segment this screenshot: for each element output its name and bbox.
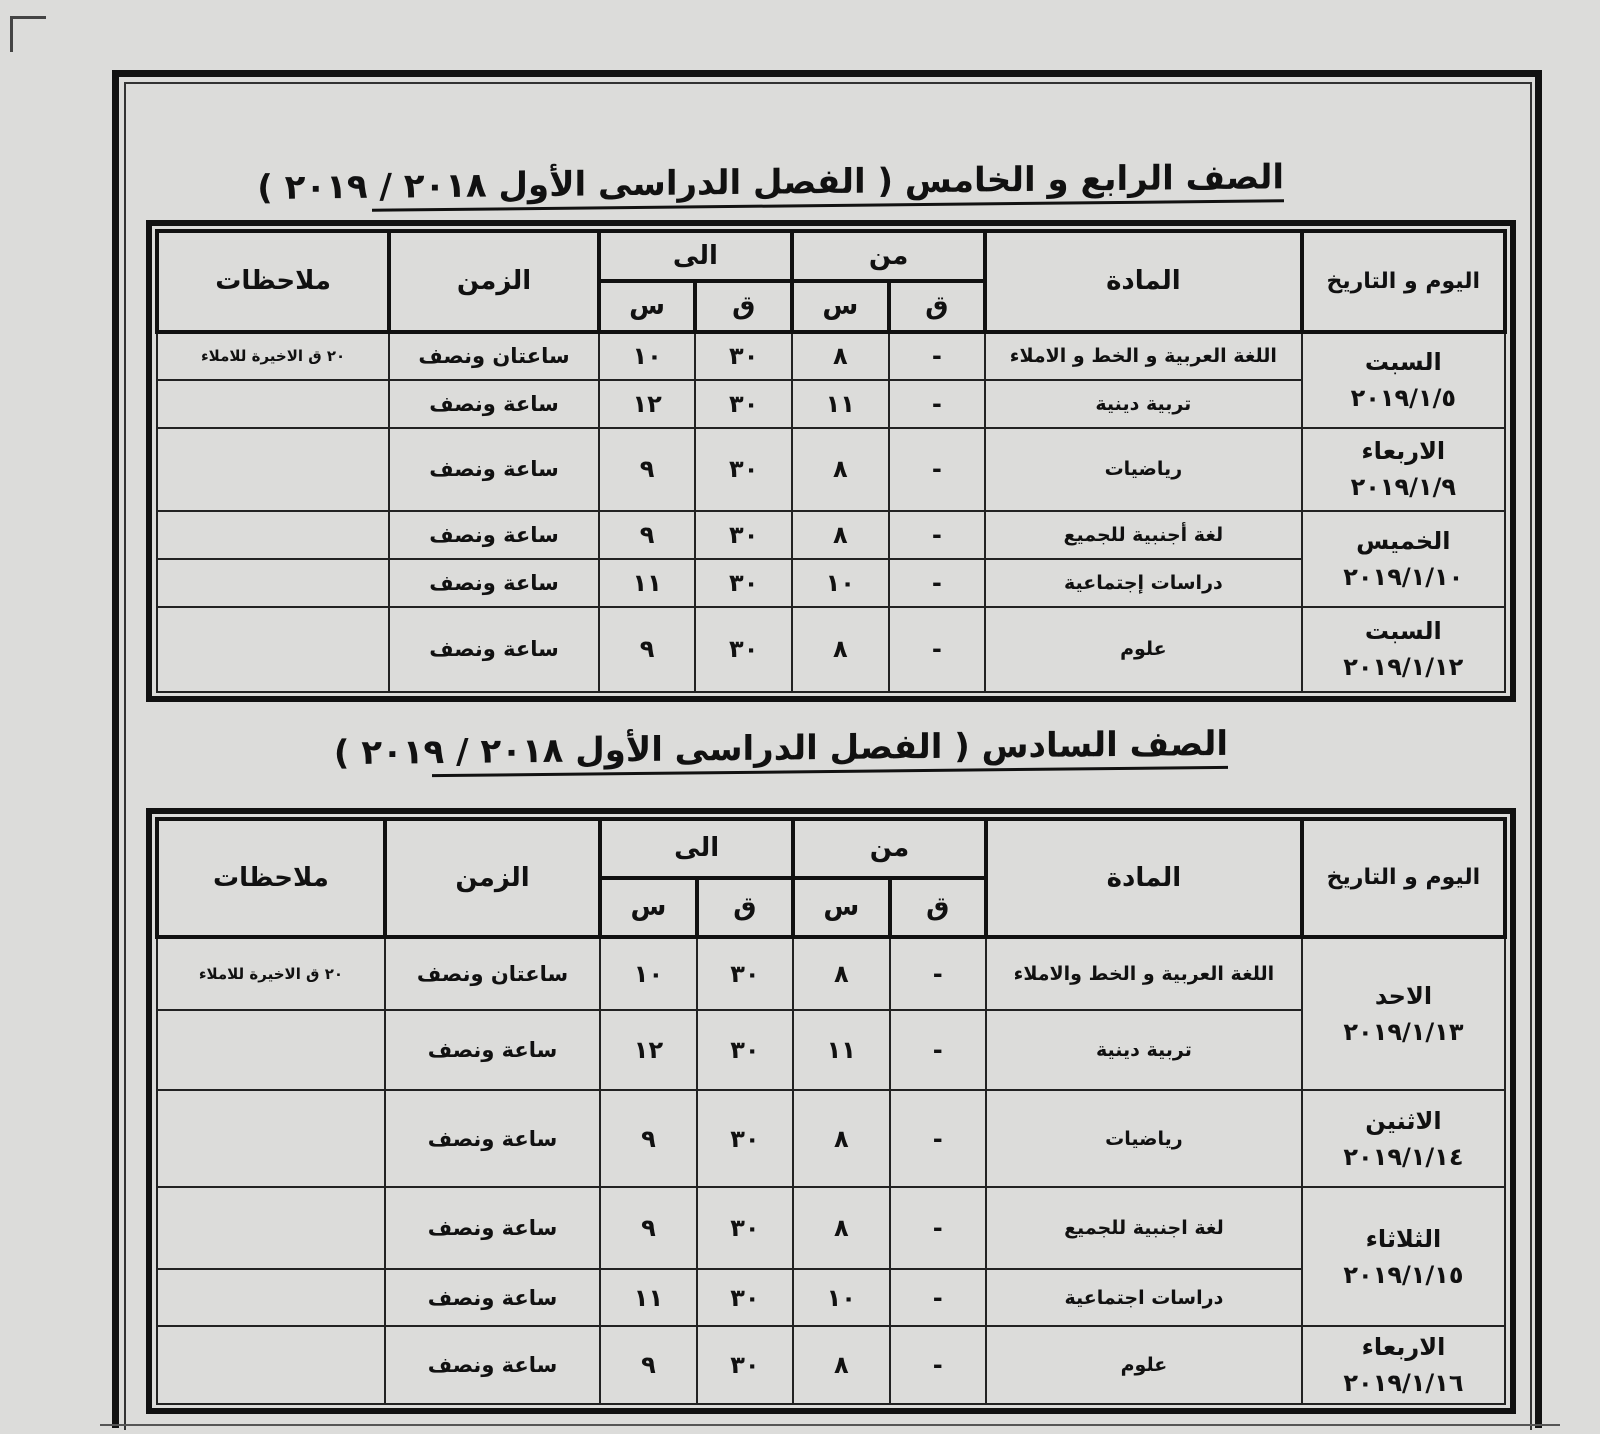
duration-cell: ساعة ونصف: [389, 380, 599, 428]
exam-date: ٢٠١٩/١/١٤: [1343, 1142, 1464, 1171]
from-hour-cell: ٨: [793, 1187, 889, 1269]
to-hour-cell: ١١: [599, 559, 696, 607]
notes-cell: [157, 1187, 385, 1269]
table-row: [157, 1326, 1505, 1404]
to-minute-cell: ٣٠: [695, 559, 792, 607]
header-duration: الزمن: [385, 819, 600, 937]
to-hour-cell: ١٢: [600, 1010, 696, 1090]
from-minute-cell: -: [889, 607, 986, 692]
page-frame-bottom: [100, 1424, 1560, 1426]
to-hour-cell: ٩: [600, 1187, 696, 1269]
notes-cell: [157, 607, 389, 692]
subject-cell: لغة أجنبية للجميع: [985, 511, 1301, 559]
from-minute-cell: -: [889, 559, 986, 607]
table-row: [157, 607, 1505, 692]
header-day-date: اليوم و التاريخ: [1302, 231, 1505, 332]
subject-cell: تربية دينية: [986, 1010, 1302, 1090]
to-minute-cell: ٣٠: [695, 607, 792, 692]
table-row: [157, 332, 1505, 380]
subject-cell: لغة اجنبية للجميع: [986, 1187, 1302, 1269]
day-name: الخميس: [1356, 526, 1451, 555]
header-to-minute: ق: [695, 281, 792, 331]
subject-cell: دراسات إجتماعية: [985, 559, 1301, 607]
to-minute-cell: ٣٠: [697, 1187, 793, 1269]
notes-cell: [157, 1326, 385, 1404]
subject-cell: رياضيات: [985, 428, 1301, 511]
from-hour-cell: ٨: [792, 428, 889, 511]
header-to: الى: [599, 231, 792, 281]
header-from: من: [793, 819, 986, 878]
duration-cell: ساعة ونصف: [385, 1187, 600, 1269]
day-date-cell: [1302, 1187, 1505, 1326]
from-hour-cell: ١٠: [792, 559, 889, 607]
from-hour-cell: ٨: [792, 332, 889, 380]
from-minute-cell: -: [890, 1090, 986, 1187]
header-day-date: اليوم و التاريخ: [1302, 819, 1505, 937]
header-from-minute: ق: [890, 878, 986, 937]
day-name: الاحد: [1374, 982, 1433, 1011]
day-name: الثلاثاء: [1365, 1224, 1442, 1253]
corner-mark-vertical: [10, 16, 13, 52]
table-row: [157, 1187, 1505, 1269]
day-date-cell: [1302, 937, 1505, 1091]
header-from: من: [792, 231, 985, 281]
exam-date: ٢٠١٩/١/١٥: [1343, 1260, 1464, 1289]
duration-cell: ساعة ونصف: [385, 1010, 600, 1090]
to-hour-cell: ٩: [599, 511, 696, 559]
from-minute-cell: -: [889, 428, 986, 511]
header-to-hour: س: [600, 878, 696, 937]
from-minute-cell: -: [890, 1010, 986, 1090]
day-name: الاربعاء: [1361, 1333, 1446, 1362]
to-minute-cell: ٣٠: [695, 428, 792, 511]
duration-cell: ساعة ونصف: [389, 511, 599, 559]
day-date-cell: [1302, 1326, 1505, 1404]
from-minute-cell: -: [889, 511, 986, 559]
day-name: الاثنين: [1365, 1106, 1442, 1135]
header-duration: الزمن: [389, 231, 599, 332]
exam-schedule-table-grade-6: [146, 808, 1516, 1414]
header-from-hour: س: [792, 281, 889, 331]
subject-cell: دراسات اجتماعية: [986, 1269, 1302, 1326]
day-name: الاربعاء: [1361, 437, 1446, 466]
duration-cell: ساعتان ونصف: [389, 332, 599, 380]
from-minute-cell: -: [890, 1269, 986, 1326]
table-row: [157, 511, 1505, 559]
notes-cell: ٢٠ ق الاخيرة للاملاء: [157, 332, 389, 380]
to-minute-cell: ٣٠: [695, 332, 792, 380]
to-hour-cell: ١١: [600, 1269, 696, 1326]
subject-cell: علوم: [985, 607, 1301, 692]
from-hour-cell: ٨: [792, 511, 889, 559]
to-minute-cell: ٣٠: [697, 1326, 793, 1404]
from-hour-cell: ٨: [793, 1090, 889, 1187]
exam-date: ٢٠١٩/١/١٢: [1343, 653, 1464, 682]
to-minute-cell: ٣٠: [695, 511, 792, 559]
schedule-grid: [155, 817, 1507, 1405]
table-row: [157, 1090, 1505, 1187]
schedule-grid: [155, 229, 1507, 693]
exam-date: ٢٠١٩/١/١٦: [1343, 1369, 1464, 1398]
from-minute-cell: -: [890, 937, 986, 1011]
from-hour-cell: ٨: [793, 1326, 889, 1404]
subject-cell: اللغة العربية و الخط و الاملاء: [985, 332, 1301, 380]
header-row: [157, 231, 1505, 281]
notes-cell: ٢٠ ق الاخيرة للاملاء: [157, 937, 385, 1011]
table-title-grade-4-5: الصف الرابع و الخامس ( الفصل الدراسى الأول ٢٠١٨ / ٢٠١٩ ): [372, 157, 1284, 212]
exam-date: ٢٠١٩/١/١٠: [1343, 562, 1464, 591]
to-minute-cell: ٣٠: [697, 1010, 793, 1090]
to-hour-cell: ١٢: [599, 380, 696, 428]
duration-cell: ساعتان ونصف: [385, 937, 600, 1011]
header-subject: المادة: [986, 819, 1302, 937]
to-minute-cell: ٣٠: [697, 937, 793, 1011]
table-row: [157, 428, 1505, 511]
notes-cell: [157, 559, 389, 607]
exam-schedule-table-grade-4-5: [146, 220, 1516, 702]
from-minute-cell: -: [889, 380, 986, 428]
to-hour-cell: ٩: [599, 607, 696, 692]
day-date-cell: [1302, 332, 1505, 428]
header-from-hour: س: [793, 878, 889, 937]
table-title-grade-6: الصف السادس ( الفصل الدراسى الأول ٢٠١٨ / ٢٠١٩ ): [432, 724, 1228, 777]
from-hour-cell: ١١: [793, 1010, 889, 1090]
notes-cell: [157, 1090, 385, 1187]
notes-cell: [157, 1010, 385, 1090]
from-hour-cell: ١٠: [793, 1269, 889, 1326]
from-hour-cell: ٨: [792, 607, 889, 692]
to-hour-cell: ٩: [600, 1326, 696, 1404]
notes-cell: [157, 428, 389, 511]
duration-cell: ساعة ونصف: [385, 1090, 600, 1187]
header-notes: ملاحظات: [157, 231, 389, 332]
from-hour-cell: ١١: [792, 380, 889, 428]
header-subject: المادة: [985, 231, 1301, 332]
duration-cell: ساعة ونصف: [385, 1269, 600, 1326]
duration-cell: ساعة ونصف: [389, 607, 599, 692]
header-notes: ملاحظات: [157, 819, 385, 937]
header-row: [157, 819, 1505, 878]
to-minute-cell: ٣٠: [695, 380, 792, 428]
day-date-cell: [1302, 607, 1505, 692]
header-to-hour: س: [599, 281, 696, 331]
header-from-minute: ق: [889, 281, 986, 331]
corner-mark: [10, 16, 46, 19]
to-hour-cell: ٩: [599, 428, 696, 511]
day-date-cell: [1302, 1090, 1505, 1187]
from-minute-cell: -: [890, 1187, 986, 1269]
exam-date: ٢٠١٩/١/٩: [1350, 473, 1456, 502]
from-minute-cell: -: [889, 332, 986, 380]
to-hour-cell: ١٠: [599, 332, 696, 380]
day-name: السبت: [1364, 348, 1442, 377]
from-hour-cell: ٨: [793, 937, 889, 1011]
subject-cell: تربية دينية: [985, 380, 1301, 428]
to-minute-cell: ٣٠: [697, 1269, 793, 1326]
notes-cell: [157, 1269, 385, 1326]
to-minute-cell: ٣٠: [697, 1090, 793, 1187]
header-to-minute: ق: [697, 878, 793, 937]
subject-cell: اللغة العربية و الخط والاملاء: [986, 937, 1302, 1011]
day-name: السبت: [1364, 617, 1442, 646]
exam-date: ٢٠١٩/١/٥: [1350, 384, 1456, 413]
notes-cell: [157, 380, 389, 428]
duration-cell: ساعة ونصف: [389, 428, 599, 511]
duration-cell: ساعة ونصف: [385, 1326, 600, 1404]
subject-cell: علوم: [986, 1326, 1302, 1404]
subject-cell: رياضيات: [986, 1090, 1302, 1187]
from-minute-cell: -: [890, 1326, 986, 1404]
table-row: [157, 937, 1505, 1011]
day-date-cell: [1302, 511, 1505, 607]
exam-date: ٢٠١٩/١/١٣: [1343, 1018, 1464, 1047]
to-hour-cell: ١٠: [600, 937, 696, 1011]
day-date-cell: [1302, 428, 1505, 511]
to-hour-cell: ٩: [600, 1090, 696, 1187]
header-to: الى: [600, 819, 793, 878]
duration-cell: ساعة ونصف: [389, 559, 599, 607]
notes-cell: [157, 511, 389, 559]
